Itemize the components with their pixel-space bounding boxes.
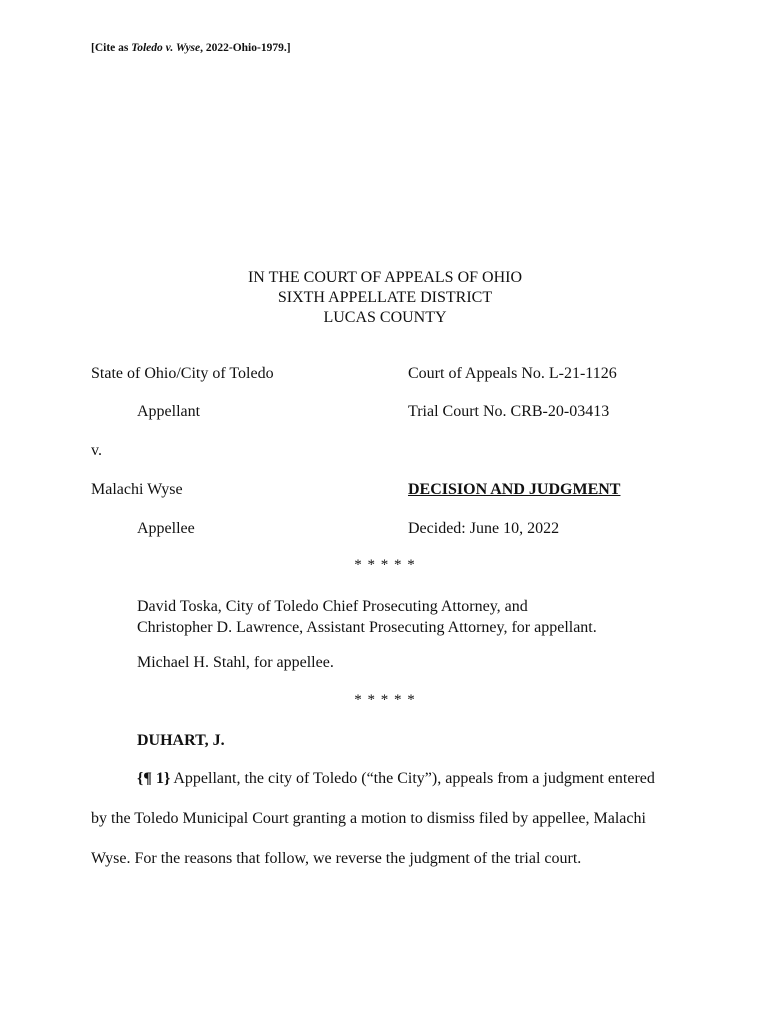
appellee-counsel: Michael H. Stahl, for appellee. bbox=[137, 654, 334, 671]
appellant-counsel bbox=[137, 596, 597, 638]
citation-prefix: [Cite as bbox=[91, 42, 132, 54]
paragraph-marker: {¶ 1} bbox=[137, 770, 171, 787]
separator-top: * * * * * bbox=[354, 557, 416, 573]
court-name: IN THE COURT OF APPEALS OF OHIO bbox=[247, 269, 523, 286]
separator-bottom: * * * * * bbox=[354, 692, 416, 708]
appeals-number: Court of Appeals No. L-21-1126 bbox=[408, 365, 617, 382]
versus: v. bbox=[91, 442, 102, 459]
decided-date: Decided: June 10, 2022 bbox=[408, 520, 560, 537]
appellant-counsel-line1: David Toska, City of Toledo Chief Prosecuting Attorney, and bbox=[137, 598, 528, 615]
decision-title: DECISION AND JUDGMENT bbox=[408, 481, 621, 498]
citation-case-name: Toledo v. Wyse bbox=[131, 42, 201, 54]
paragraph-1-text-1: Appellant, the city of Toledo (“the City”), appeals from a judgment entered bbox=[170, 770, 655, 787]
court-district: SIXTH APPELLATE DISTRICT bbox=[277, 289, 493, 306]
opinion-author: DUHART, J. bbox=[137, 732, 225, 749]
paragraph-1-line-3: Wyse. For the reasons that follow, we reverse the judgment of the trial court. bbox=[91, 850, 582, 867]
court-header bbox=[0, 268, 770, 328]
appellee-name: Malachi Wyse bbox=[91, 481, 183, 498]
appellant-counsel-line2: Christopher D. Lawrence, Assistant Prosecuting Attorney, for appellant. bbox=[137, 619, 597, 636]
citation-line bbox=[91, 42, 291, 54]
trial-court-number: Trial Court No. CRB-20-03413 bbox=[408, 403, 610, 420]
appellant-name: State of Ohio/City of Toledo bbox=[91, 365, 274, 382]
appellee-role: Appellee bbox=[137, 520, 195, 537]
citation-suffix: , 2022-Ohio-1979.] bbox=[200, 42, 291, 54]
court-county: LUCAS COUNTY bbox=[323, 309, 447, 326]
paragraph-1-line-1 bbox=[137, 769, 655, 789]
appellant-role: Appellant bbox=[137, 403, 201, 420]
paragraph-1-line-2: by the Toledo Municipal Court granting a motion to dismiss filed by appellee, Malachi bbox=[91, 810, 646, 827]
